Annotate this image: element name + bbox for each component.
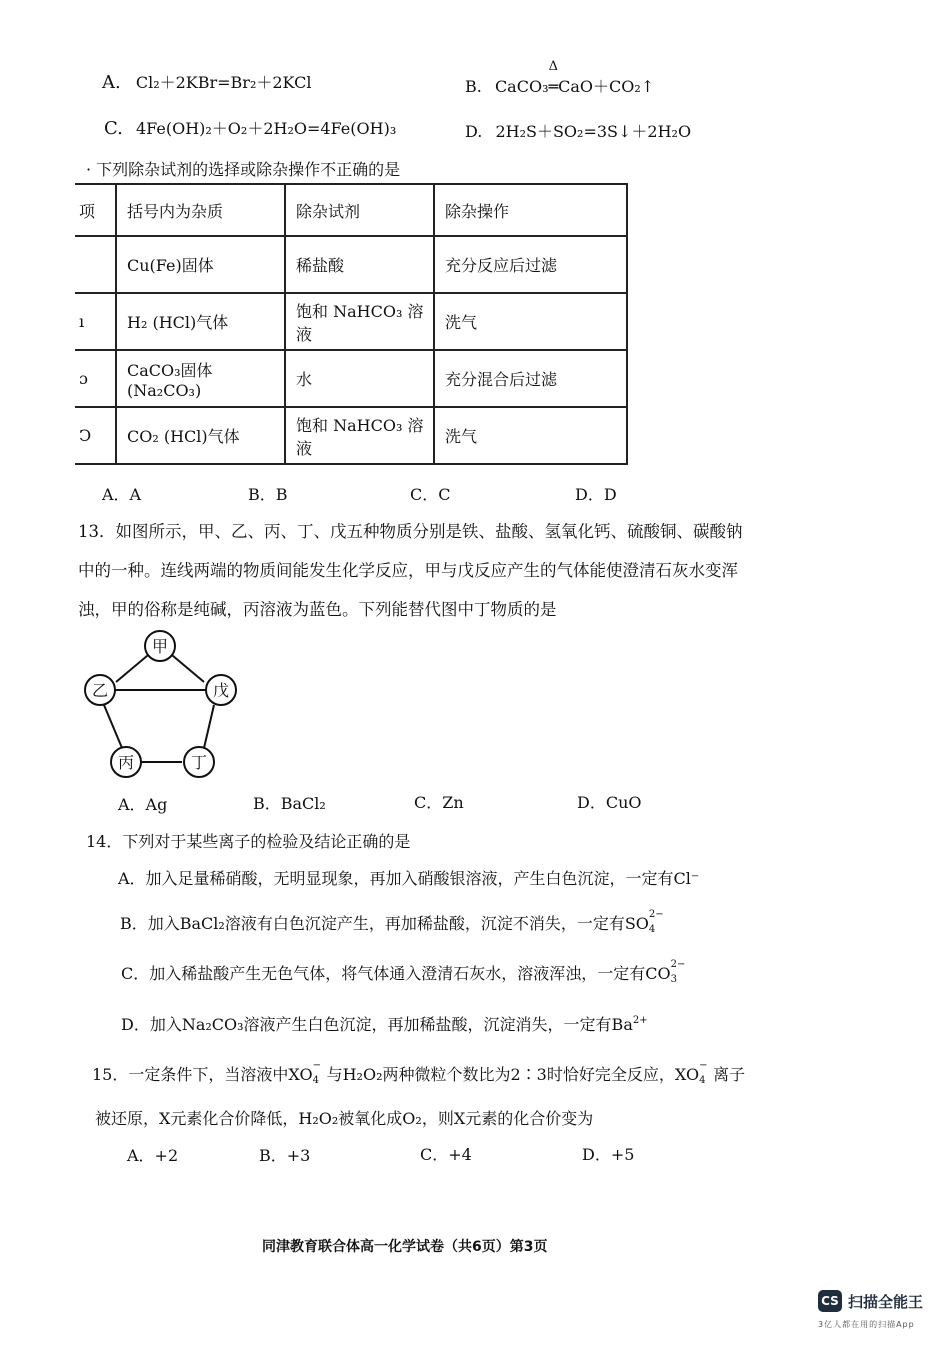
table-cell-impurity: H₂ (HCl)气体 [116,293,285,350]
table-cell-impurity: Cu(Fe)固体 [116,236,285,293]
q13-line-3: 浊，甲的俗称是纯碱，丙溶液为蓝色。下列能替代图中丁物质的是 [78,600,557,619]
sulfate-superscript: 2− [648,909,664,920]
q15-option-b: B．+3 [259,1146,311,1165]
edge-yi-bing [104,705,122,748]
carbonate-superscript: 2− [670,959,686,970]
table-cell-reagent: 水 [285,350,434,407]
scanner-watermark-subtitle: 3亿人都在用的扫描App [818,1320,915,1329]
table-cell-option [76,236,116,293]
q11-option-a-label: A. [102,72,121,93]
edge-wu-ding [204,705,214,748]
q15-line-1-part-b: 与H₂O₂两种微粒个数比为2∶3时恰好完全反应，XO [326,1065,700,1084]
table-cell-reagent: 饱和 NaHCO₃ 溶液 [285,293,434,350]
q15-line-1 [92,1062,745,1085]
scanner-watermark-title: 扫描全能王 [848,1293,924,1311]
barium-charge: 2+ [632,1015,648,1026]
table-row [76,407,627,464]
q13-option-a: A．Ag [118,795,168,814]
xo4-superscript: − [312,1060,321,1071]
q13-line-2: 中的一种。连线两端的物质间能发生化学反应，甲与戊反应产生的气体能使澄清石灰水变浑 [78,561,738,580]
table-cell-reagent: 稀盐酸 [285,236,434,293]
q15-line-2: 被还原，X元素化合价降低，H₂O₂被氧化成O₂，则X元素的化合价变为 [95,1109,594,1128]
q11-option-d [465,119,691,142]
q13-option-b: B．BaCl₂ [253,794,326,813]
sulfate-subscript: 4 [648,924,656,935]
q14-stem: 14．下列对于某些离子的检验及结论正确的是 [86,832,411,851]
xo4-ion-charge-2 [699,1060,713,1086]
table-cell-option: Ↄ [76,407,116,464]
table-header-impurity: 括号内为杂质 [116,184,285,236]
q11-option-b-label: B. [465,77,482,96]
table-row [76,236,627,293]
xo4-subscript-2: 4 [699,1075,706,1086]
q13-option-c: C．Zn [414,793,464,812]
table-row [76,293,627,350]
q12-option-b: B．B [248,485,288,504]
q13-line-1: 13．如图所示，甲、乙、丙、丁、戊五种物质分别是铁、盐酸、氢氧化钙、硫酸铜、碳酸钠 [78,522,743,541]
carbonate-charge [670,959,686,985]
q11-option-d-text: 2H₂S＋SO₂=3S↓＋2H₂O [495,122,692,141]
table-cell-operation: 充分混合后过滤 [434,350,627,407]
q12-option-a: A．A [102,485,142,504]
q11-option-a-text: Cl₂＋2KBr=Br₂＋2KCl [135,73,312,92]
q14-option-b [120,911,663,934]
q14-option-a: A．加入足量稀硝酸，无明显现象，再加入硝酸银溶液，产生白色沉淀，一定有Cl⁻ [118,869,700,888]
q11-option-b-equals: ═ [548,77,559,96]
xo4-ion-charge [312,1060,327,1086]
q12-table [75,183,628,465]
q11-option-b-pre: CaCO₃ [494,77,549,96]
node-bing-label: 丙 [117,753,135,772]
table-header-option: 项 [76,184,116,236]
q11-option-c [104,116,396,139]
q11-option-b [465,59,655,97]
node-wu-label: 戊 [212,681,230,700]
table-cell-option: ɔ [76,350,116,407]
table-row [76,350,627,407]
q13-option-d: D．CuO [577,793,642,812]
q14-option-d-text: D．加入Na₂CO₃溶液产生白色沉淀，再加稀盐酸，沉淀消失，一定有Ba [121,1015,633,1034]
table-cell-operation: 洗气 [434,407,627,464]
sulfate-charge [648,909,664,935]
table-cell-option: ı [76,293,116,350]
q15-line-1-part-a: 15．一定条件下，当溶液中XO [92,1065,313,1084]
scanner-logo-icon: CS [818,1290,842,1312]
table-cell-operation: 充分反应后过滤 [434,236,627,293]
q12-option-d: D．D [575,485,617,504]
table-cell-impurity: CO₂ (HCl)气体 [116,407,285,464]
q11-option-c-label: C. [104,118,123,139]
table-cell-impurity: CaCO₃固体(Na₂CO₃) [116,350,285,407]
q14-option-b-text: B．加入BaCl₂溶液有白色沉淀产生，再加稀盐酸，沉淀不消失，一定有SO [120,914,649,933]
q14-option-c-text: C．加入稀盐酸产生无色气体，将气体通入澄清石灰水，溶液浑浊，一定有CO [121,964,671,983]
q11-option-b-condition [548,59,559,96]
heat-symbol: Δ [548,59,559,74]
table-cell-reagent: 饱和 NaHCO₃ 溶液 [285,407,434,464]
q13-pentagon-diagram [78,628,248,783]
q11-option-a [102,70,311,93]
q15-option-d: D．+5 [582,1145,635,1164]
q12-stem: · 下列除杂试剂的选择或除杂操作不正确的是 [86,160,401,179]
xo4-superscript-2: − [699,1060,708,1071]
q12-option-c: C．C [410,485,451,504]
q11-option-b-post: CaO＋CO₂↑ [558,77,655,96]
table-cell-operation: 洗气 [434,293,627,350]
page-footer: 同津教育联合体高一化学试卷（共6页）第3页 [262,1239,548,1255]
table-header-operation: 除杂操作 [434,184,627,236]
q15-option-c: C．+4 [420,1145,472,1164]
carbonate-subscript: 3 [670,974,677,985]
q11-option-d-label: D. [465,122,483,141]
table-header-reagent: 除杂试剂 [285,184,434,236]
node-ding-label: 丁 [190,753,208,772]
xo4-subscript: 4 [312,1075,319,1086]
q14-option-c [121,961,685,984]
q11-option-c-text: 4Fe(OH)₂＋O₂＋2H₂O=4Fe(OH)₃ [135,119,397,138]
q14-option-d [121,1012,648,1035]
q15-line-1-part-c: 离子 [713,1065,746,1084]
node-yi-label: 乙 [91,681,109,700]
node-jia-label: 甲 [151,637,169,656]
table-header-row [76,184,627,236]
q15-option-a: A．+2 [127,1146,179,1165]
